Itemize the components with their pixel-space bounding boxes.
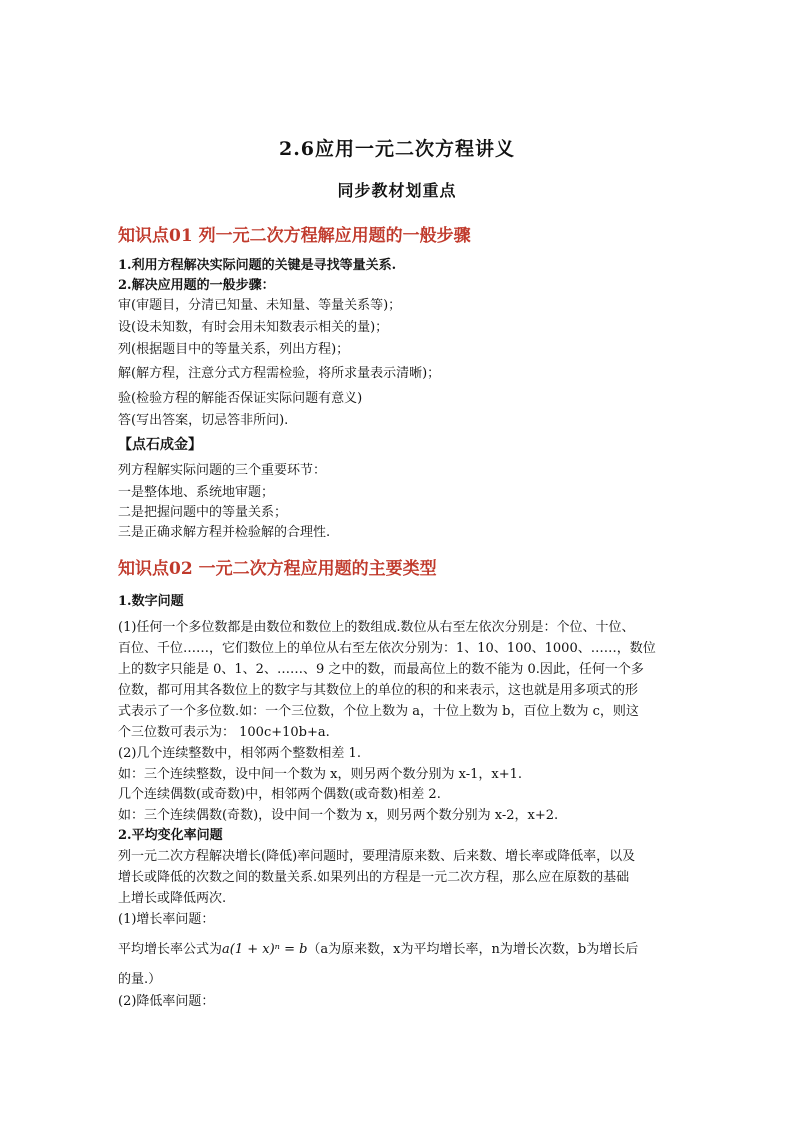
digit-line-3: 上的数字只能是 0、1、2、……、9 之中的数，而最高位上的数不能为 0.因此，任何一个多 (118, 662, 644, 677)
rate-line-1: 列一元二次方程解决增长(降低)率问题时，要理清原来数、后来数、增长率或降低率，以及 (118, 849, 636, 864)
s1-line-4: 设(设未知数，有时会用未知数表示相关的量)； (118, 320, 389, 335)
tip-line-1: 列方程解实际问题的三个重要环节： (118, 463, 327, 478)
tip-line-4: 三是正确求解方程并检验解的合理性. (118, 525, 331, 540)
digit-line-5: 式表示了一个多位数.如：一个三位数，个位上数为 a，十位上数为 b，百位上数为 c，则这 (118, 704, 639, 719)
digit-line-6: 个三位数可表示为： 100c+10b+a. (118, 725, 330, 740)
digit-line-10: 如：三个连续偶数(奇数)，设中间一个数为 x，则另两个数分别为 x-2，x+2. (118, 808, 559, 823)
formula-line (118, 940, 698, 960)
digit-line-8: 如：三个连续整数，设中间一个数为 x，则另两个数分别为 x-1，x+1. (118, 767, 522, 782)
digit-line-2: 百位、千位……，它们数位上的单位从右至左依次分别为：1、10、100、1000、……，数位 (118, 641, 656, 656)
s1-line-1: 1.利用方程解决实际问题的关键是寻找等量关系. (118, 258, 397, 273)
s1-line-6: 解(解方程，注意分式方程需检验，将所求量表示清晰)； (118, 366, 441, 381)
digit-line-4: 位数，都可用其各数位上的数字与其数位上的单位的积的和来表示，这也就是用多项式的形 (118, 683, 639, 698)
s1-line-2: 2.解决应用题的一般步骤： (118, 278, 275, 293)
s1-line-8: 答(写出答案，切忌答非所问). (118, 413, 289, 428)
digit-line-7: (2)几个连续整数中，相邻两个整数相差 1. (118, 746, 361, 761)
page-title: 2.6应用一元二次方程讲义 (278, 138, 516, 160)
formula-prefix: 平均增长率公式为 (118, 942, 223, 957)
rate-line-4: (1)增长率问题： (118, 912, 215, 927)
s1-line-5: 列(根据题目中的等量关系，列出方程)； (118, 342, 350, 357)
tip-label: 【点石成金】 (118, 437, 202, 453)
formula-suffix: （a为原来数，x为平均增长率，n为增长次数，b为增长后 (307, 942, 639, 957)
section2-heading: 知识点02 一元二次方程应用题的主要类型 (118, 559, 437, 579)
rate-line-3: 上增长或降低两次. (118, 891, 227, 906)
s1-line-3: 审(审题目，分清已知量、未知量、等量关系等)； (118, 298, 402, 313)
sub-heading-rate: 2.平均变化率问题 (118, 828, 223, 843)
s1-line-7: 验(检验方程的解能否保证实际问题有意义) (118, 391, 363, 406)
rate-line-2: 增长或降低的次数之间的数量关系.如果列出的方程是一元二次方程，那么应在原数的基础 (118, 870, 630, 885)
decrease-heading: (2)降低率问题： (118, 994, 215, 1009)
digit-line-1: (1)任何一个多位数都是由数位和数位上的数组成.数位从右至左依次分别是：个位、十位、 (118, 620, 635, 635)
tip-line-3: 二是把握问题中的等量关系； (118, 505, 288, 520)
sub-heading-digits: 1.数字问题 (118, 594, 184, 609)
digit-line-9: 几个连续偶数(或奇数)中，相邻两个偶数(或奇数)相差 2. (118, 787, 441, 802)
tip-line-2: 一是整体地、系统地审题； (118, 485, 275, 500)
page-subtitle: 同步教材划重点 (337, 181, 457, 200)
formula-tail: 的量.） (118, 972, 162, 987)
section1-heading: 知识点01 列一元二次方程解应用题的一般步骤 (118, 226, 471, 246)
growth-formula: a(1 + x)ⁿ = b (222, 942, 308, 957)
